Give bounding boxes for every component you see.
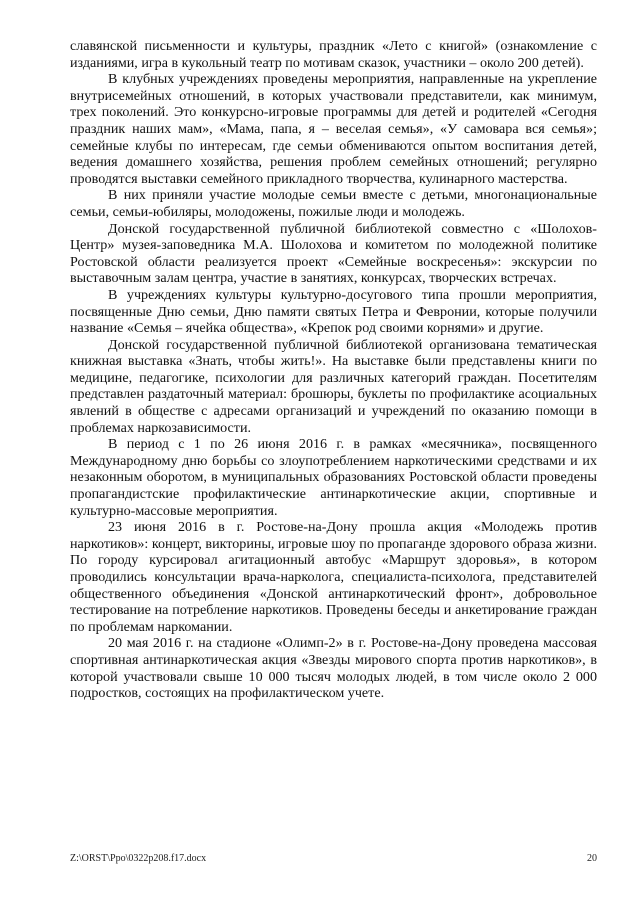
footer-file-path: Z:\ORST\Ppo\0322p208.f17.docx (70, 853, 207, 864)
paragraph-family-events: В клубных учреждениях проведены мероприятия, направленные на укрепление внутрисемейных отношений, в которых участвовали представители, как минимум, трех поколений. Это конкурсно-игровые программы для детей и родителей «Сегодня праздник наших мам», «Мама, папа, я – веселая семья», «У самовара вся семья»; семейные клубы по интересам, где семьи обмениваются опытом воспитания детей, ведения домашнего хозяйства, решения проблем семейных отношений; регулярно проводятся выставки семейного прикладного творчества, кулинарного мастерства. (70, 71, 597, 187)
paragraph-stadium-event: 20 мая 2016 г. на стадионе «Олимп-2» в г. Ростове-на-Дону проведена массовая спортивная антинаркотическая акция «Звезды мирового спорта против наркотиков», в которой участвовали свыше 10 000 тысяч молодых людей, в том числе около 2 000 подростков, состоящих на профилактическом учете. (70, 635, 597, 702)
paragraph-continuation: славянской письменности и культуры, праздник «Лето с книгой» (ознакомление с изданиями, игра в кукольный театр по мотивам сказок, участники – около 200 детей). (70, 38, 597, 71)
paragraph-youth-against-drugs: 23 июня 2016 в г. Ростове-на-Дону прошла акция «Молодежь против наркотиков»: концерт, викторины, игровые шоу по пропаганде здорового образа жизни. По городу курсировал агитационный автобус «Маршрут здоровья», в котором проводились консультации врача-нарколога, специалиста-психолога, представителей общественного объединения «Донской антинаркотический фронт», добровольное тестирование на потребление наркотиков. Проведены беседы и анкетирование граждан по проблемам наркомании. (70, 519, 597, 635)
paragraph-family-sundays: Донской государственной публичной библиотекой совместно с «Шолохов-Центр» музея-заповедника М.А. Шолохова и комитетом по молодежной политике Ростовской области реализуется проект «Семейные воскресенья»: экскурсии по выставочным залам центра, участие в занятиях, конкурсах, творческих встречах. (70, 220, 597, 287)
paragraph-family-day: В учреждениях культуры культурно-досугового типа прошли мероприятия, посвященные Дню семьи, Дню памяти святых Петра и Февронии, которые получили название «Семья – ячейка общества», «Крепок род своими корнями» и другие. (70, 286, 597, 337)
page-number: 20 (587, 853, 597, 864)
paragraph-anti-drug-month: В период с 1 по 26 июня 2016 г. в рамках «месячника», посвященного Международному дню борьбы со злоупотреблением наркотическими средствами и их незаконным оборотом, в муниципальных образованиях Ростовской области проведены пропагандистские профилактические антинаркотические акции, спортивные и культурно-массовые мероприятия. (70, 436, 597, 519)
paragraph-participants: В них приняли участие молодые семьи вместе с детьми, многонациональные семьи, семьи-юбиляры, молодожены, пожилые люди и молодежь. (70, 187, 597, 220)
page-body (70, 38, 597, 702)
paragraph-book-exhibition: Донской государственной публичной библиотекой организована тематическая книжная выставка «Знать, чтобы жить!». На выставке были представлены книги по медицине, педагогике, психологии для различных категорий граждан. Посетителям представлен раздаточный материал: брошюры, буклеты по профилактике асоциальных явлений в обществе с адресами организаций и учреждений по оказанию помощи в проблемах наркозависимости. (70, 336, 597, 436)
